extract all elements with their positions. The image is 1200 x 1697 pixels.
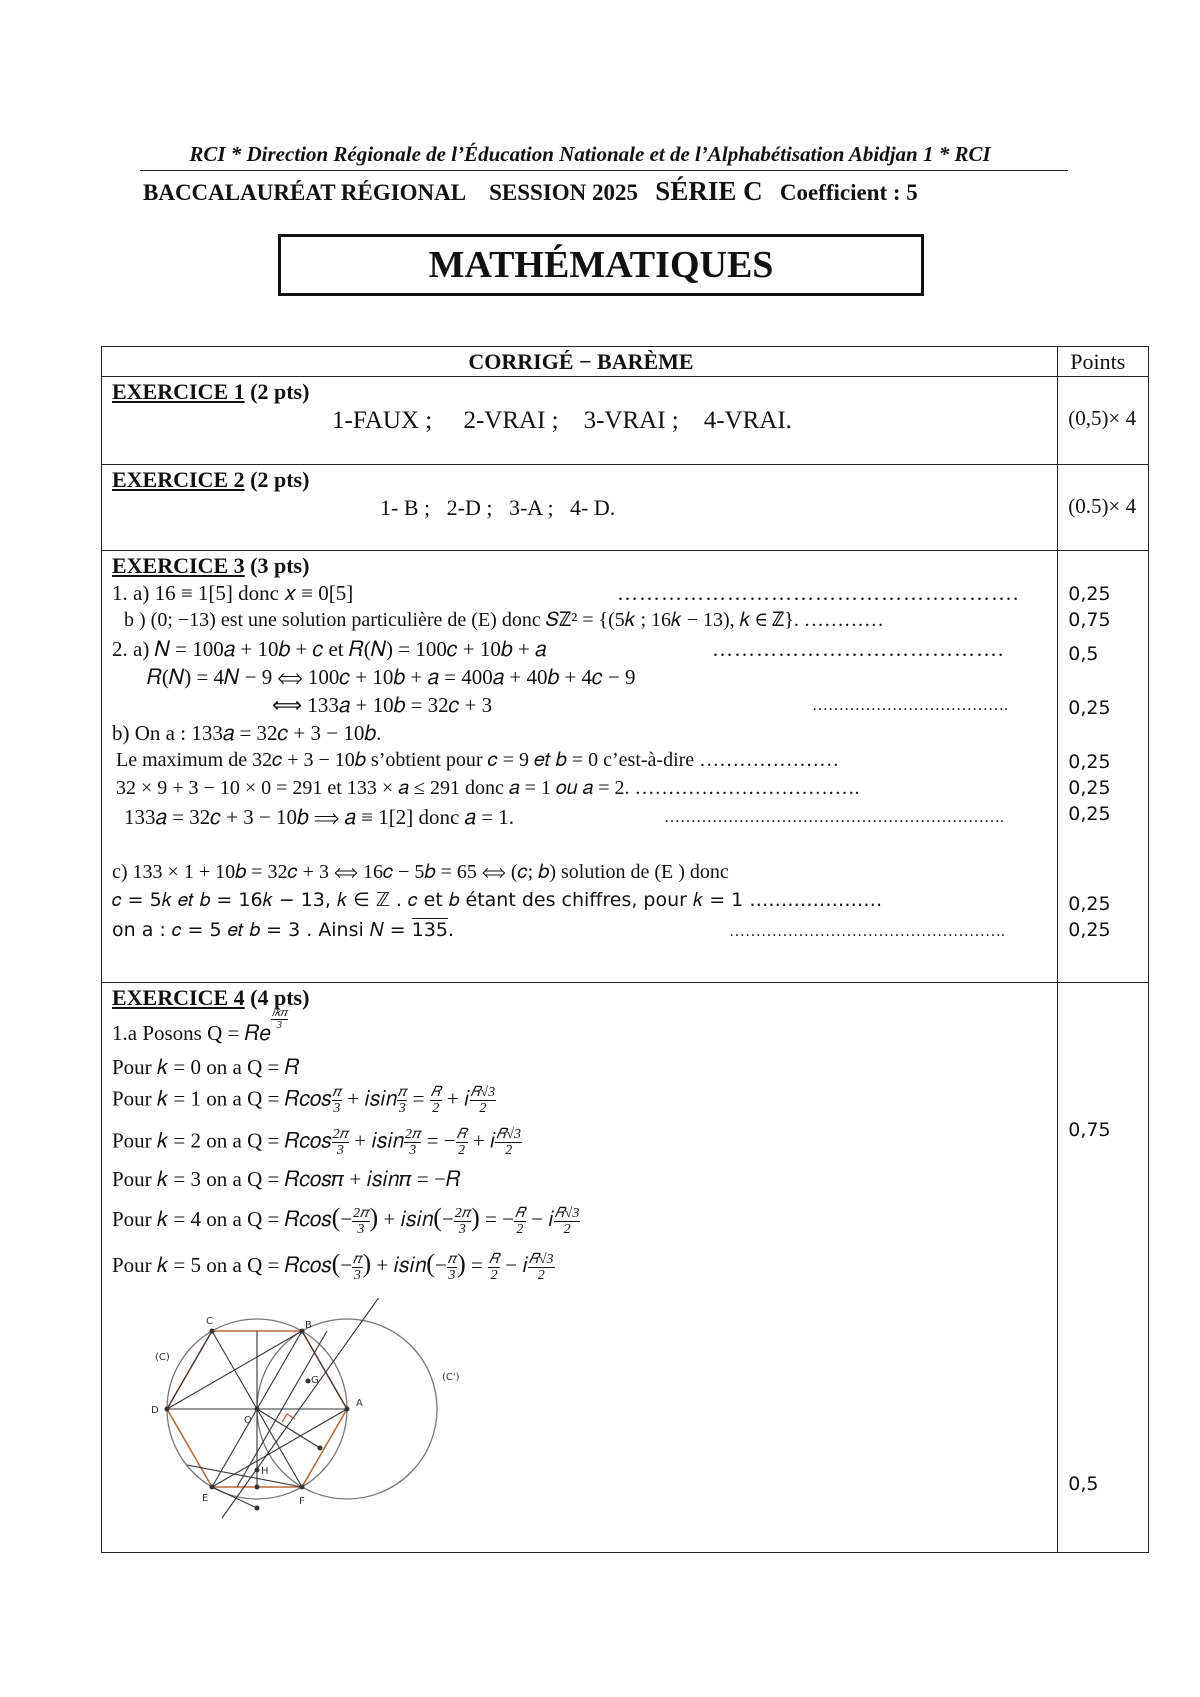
circle-label-c: (C)	[155, 1352, 170, 1363]
ex1-points: (0,5)× 4	[1068, 406, 1137, 430]
point-label-e: E	[202, 1493, 209, 1504]
ex2-points-cell	[1058, 465, 1149, 551]
ex4-line-k5: Pour 𝑘 = 5 on a Q = 𝑅𝑐𝑜𝑠(− $\frac{\text{𝜋}}{3}$ ) + 𝑖𝑠𝑖𝑛(− $\frac{\text{𝜋}}{3}$ ) = $\frac{\text{𝑅}}{2}$ − 𝑖 $\frac{\text{𝑅√3}}{2}$	[112, 1249, 554, 1283]
ex1-cell	[102, 377, 1058, 465]
ex3-pt-5: 0,25	[1068, 751, 1111, 773]
ex4-cell	[102, 983, 1058, 1553]
point-label-o: O	[244, 1415, 252, 1426]
ex1-answers: 1-FAUX ; 2-VRAI ; 3-VRAI ; 4-VRAI.	[332, 407, 792, 434]
point-label-a: A	[356, 1398, 363, 1409]
ex3-title: EXERCICE 3 (3 pts)	[112, 553, 310, 578]
exam-name: BACCALAURÉAT RÉGIONAL	[143, 180, 467, 205]
exam-session: SESSION 2025	[489, 180, 639, 205]
ex2-title: EXERCICE 2 (2 pts)	[112, 467, 310, 492]
point-label-c: C	[206, 1316, 213, 1327]
ex3-pt-8: 0,25	[1068, 893, 1111, 915]
exam-coefficient: Coefficient : 5	[779, 180, 918, 205]
ex4-line-k3: Pour 𝑘 = 3 on a Q = 𝑅𝑐𝑜𝑠𝜋 + 𝑖𝑠𝑖𝑛𝜋 = −𝑅	[112, 1167, 461, 1191]
ex2-cell	[102, 465, 1058, 551]
ex3-pt-7: 0,25	[1068, 803, 1111, 825]
ex4-pt-2: 0,5	[1068, 1473, 1099, 1495]
point-label-g: G	[311, 1375, 319, 1386]
ex1-points-cell	[1058, 377, 1149, 465]
ex3-line-2c-general: 𝑐 = 5𝑘 𝑒𝑡 𝑏 = 16𝑘 − 13, 𝑘 ∈ ℤ . 𝑐 et 𝑏 étant des chiffres, pour 𝑘 = 1 …………………	[112, 889, 883, 911]
ex1-title: EXERCICE 1 (2 pts)	[112, 379, 310, 404]
circle-label-c-prime: (C')	[442, 1372, 460, 1383]
ex3-points-cell	[1058, 551, 1149, 983]
exam-info	[143, 176, 918, 207]
hexagon-circles-figure	[127, 1298, 557, 1543]
ex3-pt-9: 0,25	[1068, 919, 1111, 941]
ex4-line-posons: 1.a Posons Q = 𝑅𝑒 $\frac{\text{𝑖𝑘𝜋}}{3}$	[112, 1006, 287, 1045]
ex3-line-1a: 1. a) 16 ≡ 1[5] donc 𝑥 ≡ 0[5]	[112, 581, 354, 605]
ex3-line-2c-result: on a : 𝑐 = 5 𝑒𝑡 𝑏 = 3 . Ainsi 𝑁 = 135.	[112, 919, 455, 941]
ex3-pt-6: 0,25	[1068, 777, 1111, 799]
ex4-title: EXERCICE 4 (4 pts)	[112, 985, 310, 1010]
table-heading-cell	[102, 347, 1058, 377]
ex3-line-1b: b ) (0; −13) est une solution particulière de (E) donc 𝑆ℤ² = {(5𝑘 ; 16𝑘 − 13), 𝑘 ∈ ℤ}. …………	[124, 609, 884, 631]
ex3-line-2b-max: Le maximum de 32𝑐 + 3 − 10𝑏 s’obtient pour 𝑐 = 9 𝑒𝑡 𝑏 = 0 c’est-à-dire …………………	[116, 749, 840, 771]
ex3-pt-4: 0,25	[1068, 697, 1111, 719]
ex4-pt-1: 0,75	[1068, 1119, 1111, 1141]
page-title: MATHÉMATIQUES	[278, 234, 924, 296]
table-heading: CORRIGÉ − BARÈME	[468, 349, 694, 374]
ex2-answers: 1- B ; 2-D ; 3-A ; 4- D.	[380, 495, 616, 520]
ex3-pt-1: 0,25	[1068, 583, 1111, 605]
ex3-line-2b-parity: 133𝑎 = 32𝑐 + 3 − 10𝑏 ⟹ 𝑎 ≡ 1[2] donc 𝑎 = 1.	[124, 805, 515, 829]
ex3-line-2a: 2. a) 𝑁 = 100𝑎 + 10𝑏 + 𝑐 et 𝑅(𝑁) = 100𝑐 + 10𝑏 + 𝑎	[112, 637, 547, 661]
ex4-line-k1: Pour 𝑘 = 1 on a Q = 𝑅𝑐𝑜𝑠 $\frac{\text{𝜋}}{3}$ + 𝑖𝑠𝑖𝑛 $\frac{\text{𝜋}}{3}$ = $\frac{\text{𝑅}}{2}$ + 𝑖 $\frac{\text{𝑅√3}}{2}$	[112, 1085, 496, 1116]
point-label-h: H	[261, 1466, 269, 1477]
ex3-line-2a-dots: ………………………………….	[712, 637, 1005, 661]
ex3-line-2c-result-dots: …………………………………………….	[729, 923, 1005, 940]
point-label-f: F	[299, 1496, 305, 1507]
ex3-pt-2: 0,75	[1068, 609, 1111, 631]
points-heading-cell	[1058, 347, 1149, 377]
ex4-line-k0: Pour 𝑘 = 0 on a Q = 𝑅	[112, 1055, 300, 1079]
point-label-d: D	[151, 1405, 159, 1416]
ex3-line-2a-equiv2-dots: ……………………………….	[812, 697, 1008, 714]
exam-serie: SÉRIE C	[655, 176, 763, 206]
ex3-line-2b: b) On a : 133𝑎 = 32𝑐 + 3 − 10𝑏.	[112, 721, 382, 745]
ex3-line-2c: c) 133 × 1 + 10𝑏 = 32𝑐 + 3 ⟺ 16𝑐 − 5𝑏 = 65 ⟺ (𝑐; 𝑏) solution de (E ) donc	[112, 861, 729, 883]
ex3-line-2a-equiv2: ⟺ 133𝑎 + 10𝑏 = 32𝑐 + 3	[272, 693, 493, 717]
ex4-line-k4: Pour 𝑘 = 4 on a Q = 𝑅𝑐𝑜𝑠(− $\frac{\text{2𝜋}}{3}$ ) + 𝑖𝑠𝑖𝑛(− $\frac{\text{2𝜋}}{3}$ ) = − $\frac{\text{𝑅}}{2}$ − 𝑖 $\frac{\text{𝑅√3}}{2}$	[112, 1203, 580, 1237]
ex4-line-k2: Pour 𝑘 = 2 on a Q = 𝑅𝑐𝑜𝑠 $\frac{\text{2𝜋}}{3}$ + 𝑖𝑠𝑖𝑛 $\frac{\text{2𝜋}}{3}$ = − $\frac{\text{𝑅}}{2}$ + 𝑖 $\frac{\text{𝑅√3}}{2}$	[112, 1127, 522, 1158]
ex3-line-1a-dots: ……………………………………………….	[617, 581, 1020, 605]
ex4-points-cell	[1058, 983, 1149, 1553]
ex3-pt-3: 0,5	[1068, 643, 1099, 665]
ex2-points: (0.5)× 4	[1068, 494, 1137, 518]
header-rule	[140, 170, 1068, 171]
ministry-header: RCI * Direction Régionale de l’Éducation Nationale et de l’Alphabétisation Abidjan 1 * RCI	[189, 142, 991, 166]
point-label-b: B	[305, 1320, 312, 1331]
ex3-line-2b-bound: 32 × 9 + 3 − 10 × 0 = 291 et 133 × 𝑎 ≤ 291 donc 𝑎 = 1 𝑜𝑢 𝑎 = 2. …………………………….	[116, 777, 860, 799]
ex3-line-2b-parity-dots: ……………………………………………………….	[664, 809, 1004, 826]
correction-table	[101, 346, 1149, 1553]
ex3-line-2a-equiv1: 𝑅(𝑁) = 4𝑁 − 9 ⟺ 100𝑐 + 10𝑏 + 𝑎 = 400𝑎 + 40𝑏 + 4𝑐 − 9	[147, 665, 636, 689]
points-heading: Points	[1070, 349, 1126, 374]
ex3-cell	[102, 551, 1058, 983]
